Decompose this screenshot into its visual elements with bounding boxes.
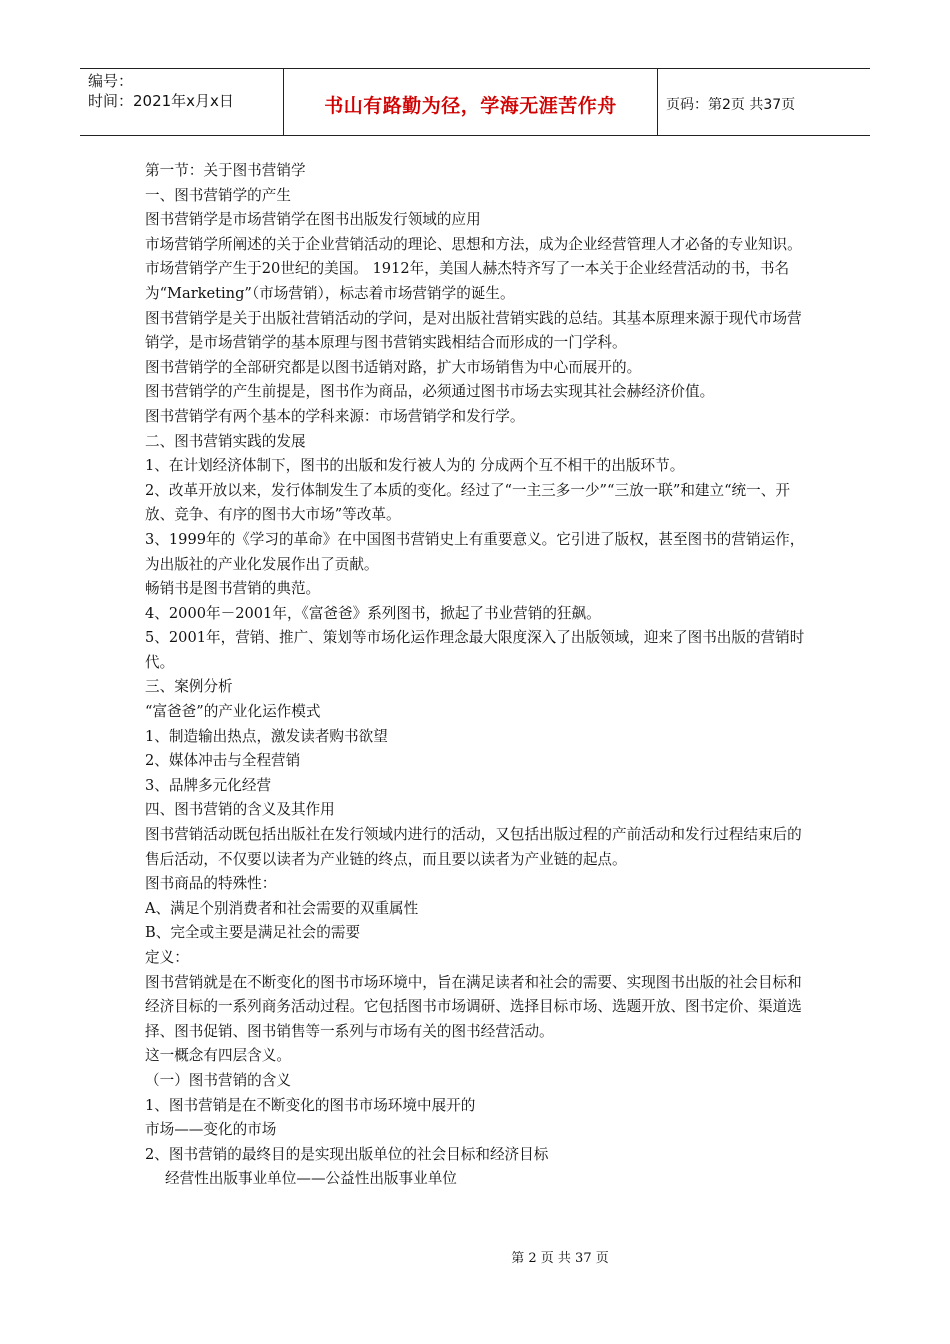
list-item: A、满足个别消费者和社会需要的双重属性	[145, 899, 419, 917]
page-footer	[0, 1247, 950, 1266]
heading: 三、案例分析	[145, 678, 233, 696]
header-page-info: 页码：第2页 共37页	[666, 97, 796, 113]
header-number-label: 编号：	[88, 72, 134, 90]
header-page-cell	[658, 69, 870, 135]
section-title: 第一节：关于图书营销学	[145, 162, 306, 179]
paragraph: 图书营销活动既包括出版社在发行领域内进行的活动，又包括出版过程的产前活动和发行过程结束后的售后活动，不仅要以读者为产业链的终点，而且要以读者为产业链的起点。	[145, 826, 802, 868]
document-header	[80, 68, 870, 136]
list-item: 5、2001年，营销、推广、策划等市场化运作理念最大限度深入了出版领域，迎来了图书出版的营销时代。	[145, 629, 805, 671]
heading: （一）图书营销的含义	[145, 1071, 291, 1089]
list-item: B、完全或主要是满足社会的需要	[145, 924, 361, 942]
header-motto: 书山有路勤为径，学海无涯苦作舟	[324, 94, 617, 117]
paragraph: 图书营销就是在不断变化的图书市场环境中，旨在满足读者和社会的需要、实现图书出版的社会目标和经济目标的一系列商务活动过程。它包括图书市场调研、选择目标市场、选题开放、图书定价、渠道选择、图书促销、图书销售等一系列与市场有关的图书经营活动。	[145, 973, 802, 1040]
paragraph: 经营性出版事业单位——公益性出版事业单位	[165, 1170, 457, 1188]
footer-page-number: 第 2 页 共 37 页	[511, 1251, 609, 1266]
paragraph: 图书营销学有两个基本的学科来源：市场营销学和发行学。	[145, 407, 525, 425]
paragraph: 畅销书是图书营销的典范。	[145, 580, 321, 598]
list-item: 1、制造输出热点，激发读者购书欲望	[145, 727, 388, 745]
paragraph: 图书营销学是市场营销学在图书出版发行领域的应用	[145, 211, 481, 229]
heading: 四、图书营销的含义及其作用	[145, 801, 335, 819]
paragraph: 市场——变化的市场	[145, 1121, 277, 1139]
heading: 二、图书营销实践的发展	[145, 432, 306, 450]
paragraph: 这一概念有四层含义。	[145, 1047, 291, 1065]
paragraph: 图书营销学的产生前提是，图书作为商品，必须通过图书市场去实现其社会赫经济价值。	[145, 383, 715, 401]
paragraph: 图书营销学是关于出版社营销活动的学问，是对出版社营销实践的总结。其基本原理来源于现代市场营销学，是市场营销学的基本原理与图书营销实践相结合而形成的一门学科。	[145, 309, 802, 352]
paragraph: “富爸爸”的产业化运作模式	[145, 703, 321, 721]
list-item: 1、在计划经济体制下，图书的出版和发行被人为的 分成两个互不相干的出版环节。	[145, 457, 685, 475]
list-item: 1、图书营销是在不断变化的图书市场环境中展开的	[145, 1096, 476, 1114]
list-item: 3、1999年的《学习的革命》在中国图书营销史上有重要意义。它引进了版权，甚至图书的营销运作，为出版社的产业化发展作出了贡献。	[145, 530, 805, 573]
list-item: 3、品牌多元化经营	[145, 776, 272, 794]
header-meta	[80, 69, 284, 135]
paragraph: 图书商品的特殊性：	[145, 875, 277, 893]
heading: 一、图书营销学的产生	[145, 186, 291, 204]
header-motto-cell	[284, 69, 658, 135]
header-date-label: 时间：2021年x月x日	[88, 92, 234, 110]
paragraph: 市场营销学所阐述的关于企业营销活动的理论、思想和方法，成为企业经营管理人才必备的专业知识。	[145, 235, 802, 253]
paragraph: 图书营销学的全部研究都是以图书适销对路，扩大市场销售为中心而展开的。	[145, 358, 642, 376]
document-body	[145, 159, 810, 1192]
list-item: 2、媒体冲击与全程营销	[145, 752, 301, 770]
list-item: 4、2000年－2001年，《富爸爸》系列图书，掀起了书业营销的狂飙。	[145, 604, 601, 622]
paragraph: 市场营销学产生于20世纪的美国。 1912年，美国人赫杰特齐写了一本关于企业经营活动的书，书名为“Marketing”（市场营销），标志着市场营销学的诞生。	[145, 260, 790, 302]
list-item: 2、改革开放以来，发行体制发生了本质的变化。经过了“一主三多一少”“三放一联”和建立“统一、开放、竞争、有序的图书大市场”等改革。	[145, 481, 790, 524]
list-item: 2、图书营销的最终目的是实现出版单位的社会目标和经济目标	[145, 1145, 549, 1163]
paragraph: 定义：	[145, 949, 189, 966]
